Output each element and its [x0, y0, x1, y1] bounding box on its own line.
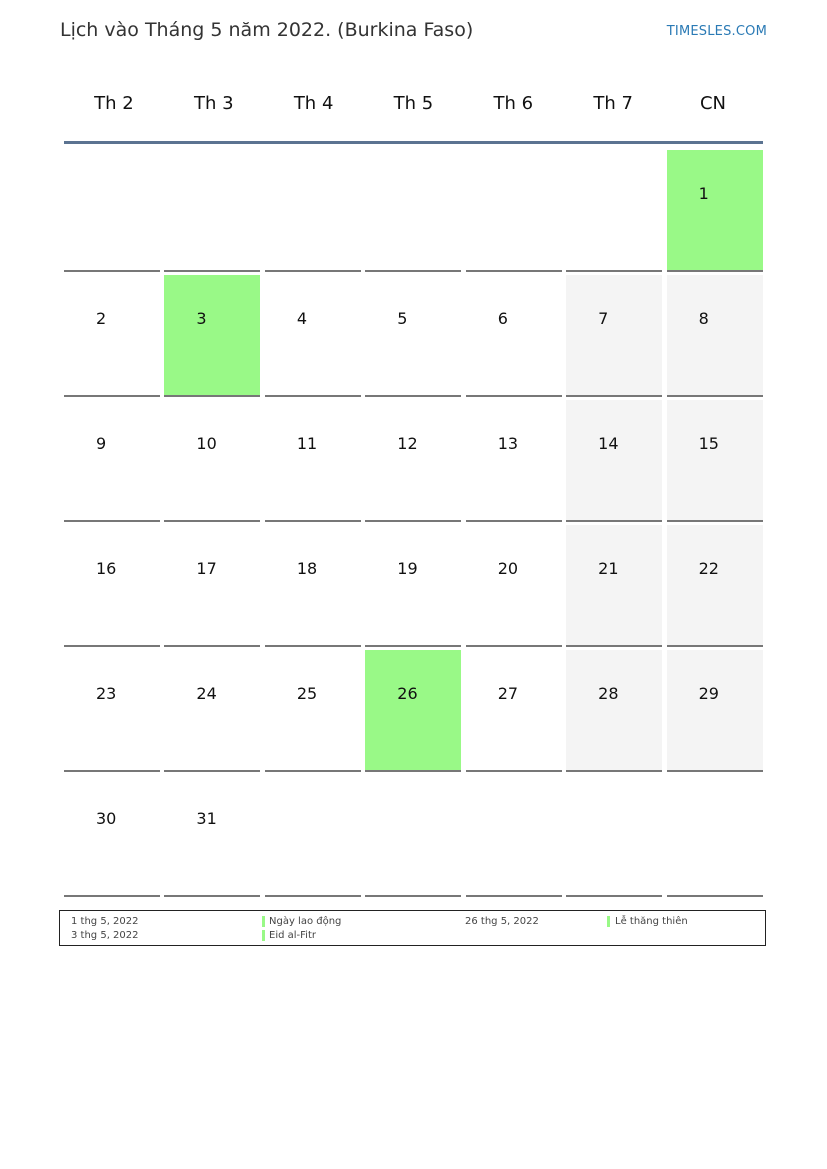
- day-number: 9: [96, 434, 107, 453]
- empty-day-cell: [265, 775, 361, 897]
- day-cell-15[interactable]: [667, 400, 763, 522]
- day-cell-16[interactable]: [64, 525, 160, 647]
- empty-day-cell: [365, 150, 461, 272]
- day-cell-12[interactable]: [365, 400, 461, 522]
- empty-day-cell: [365, 775, 461, 897]
- day-cell-14[interactable]: [566, 400, 662, 522]
- day-number: 29: [698, 684, 719, 703]
- day-cell-11[interactable]: [265, 400, 361, 522]
- weekday-header: [64, 80, 763, 128]
- day-number: 12: [397, 434, 418, 453]
- empty-day-cell: [466, 775, 562, 897]
- day-cell-13[interactable]: [466, 400, 562, 522]
- calendar: [64, 80, 763, 828]
- day-number: 22: [698, 559, 719, 578]
- weekday-sun: CN: [699, 93, 726, 114]
- day-number: 18: [296, 559, 318, 578]
- weekday-sat: Th 7: [593, 93, 633, 114]
- day-cell-23[interactable]: [64, 650, 160, 772]
- day-number: 28: [598, 684, 619, 703]
- empty-day-cell: [164, 150, 260, 272]
- empty-day-cell: [566, 150, 662, 272]
- day-number: 10: [196, 434, 217, 453]
- day-number: 4: [296, 309, 308, 328]
- legend-marker-2: [262, 930, 265, 941]
- day-number: 26: [397, 684, 418, 703]
- brand-link[interactable]: TIMESLES.COM: [666, 24, 767, 39]
- day-number: 19: [397, 559, 418, 578]
- day-number: 13: [497, 434, 519, 453]
- day-number: 24: [196, 684, 217, 703]
- legend-marker-3: [607, 916, 610, 927]
- day-cell-18[interactable]: [265, 525, 361, 647]
- day-cell-6[interactable]: [466, 275, 562, 397]
- day-cell-30[interactable]: [64, 775, 160, 897]
- day-cell-27[interactable]: [466, 650, 562, 772]
- weekday-wed: Th 4: [293, 93, 334, 114]
- empty-day-cell: [667, 775, 763, 897]
- day-number: 8: [698, 309, 709, 328]
- day-cell-21[interactable]: [566, 525, 662, 647]
- day-cell-31[interactable]: [164, 775, 260, 897]
- day-cell-26[interactable]: [365, 650, 461, 772]
- day-number: 23: [96, 684, 117, 703]
- legend-marker-1: [262, 916, 265, 927]
- day-number: 25: [296, 684, 318, 703]
- day-number: 15: [698, 434, 719, 453]
- weekday-mon: Th 2: [94, 93, 134, 114]
- day-cell-5[interactable]: [365, 275, 461, 397]
- day-number: 20: [497, 559, 519, 578]
- day-cell-2[interactable]: [64, 275, 160, 397]
- day-number: 14: [598, 434, 619, 453]
- day-cell-28[interactable]: [566, 650, 662, 772]
- day-number: 3: [196, 309, 207, 328]
- day-number: 16: [96, 559, 117, 578]
- legend-name-1: Ngày lao động: [269, 916, 342, 927]
- legend-date-2: 3 thg 5, 2022: [71, 930, 139, 941]
- page-title: Lịch vào Tháng 5 năm 2022. (Burkina Faso): [60, 19, 474, 41]
- day-cell-17[interactable]: [164, 525, 260, 647]
- day-cell-7[interactable]: [566, 275, 662, 397]
- day-number: 30: [96, 809, 117, 828]
- day-number: 1: [698, 184, 709, 203]
- day-cell-8[interactable]: [667, 275, 763, 397]
- weekday-fri: Th 6: [493, 93, 534, 114]
- day-cell-3[interactable]: [164, 275, 260, 397]
- legend-date-3: 26 thg 5, 2022: [465, 916, 539, 927]
- day-cell-22[interactable]: [667, 525, 763, 647]
- day-number: 21: [598, 559, 619, 578]
- day-cell-29[interactable]: [667, 650, 763, 772]
- empty-day-cell: [566, 775, 662, 897]
- weekday-thu: Th 5: [393, 93, 434, 114]
- day-number: 27: [497, 684, 519, 703]
- day-cell-9[interactable]: [64, 400, 160, 522]
- legend-name-3: Lễ thăng thiên: [615, 916, 688, 927]
- empty-day-cell: [64, 150, 160, 272]
- day-number: 6: [497, 309, 508, 328]
- day-number: 7: [598, 309, 609, 328]
- day-cell-1[interactable]: [667, 150, 763, 272]
- empty-day-cell: [265, 150, 361, 272]
- day-cell-24[interactable]: [164, 650, 260, 772]
- day-cell-4[interactable]: [265, 275, 361, 397]
- day-number: 17: [196, 559, 217, 578]
- weekday-tue: Th 3: [193, 93, 234, 114]
- holiday-legend: [59, 910, 766, 946]
- day-cell-10[interactable]: [164, 400, 260, 522]
- day-cell-20[interactable]: [466, 525, 562, 647]
- header-divider: [64, 141, 763, 144]
- day-number: 31: [196, 809, 217, 828]
- day-number: 5: [397, 309, 408, 328]
- legend-date-1: 1 thg 5, 2022: [71, 916, 139, 927]
- empty-day-cell: [466, 150, 562, 272]
- day-number: 11: [296, 434, 318, 453]
- legend-name-2: Eid al-Fitr: [269, 930, 316, 941]
- day-cell-25[interactable]: [265, 650, 361, 772]
- day-cell-19[interactable]: [365, 525, 461, 647]
- day-number: 2: [96, 309, 107, 328]
